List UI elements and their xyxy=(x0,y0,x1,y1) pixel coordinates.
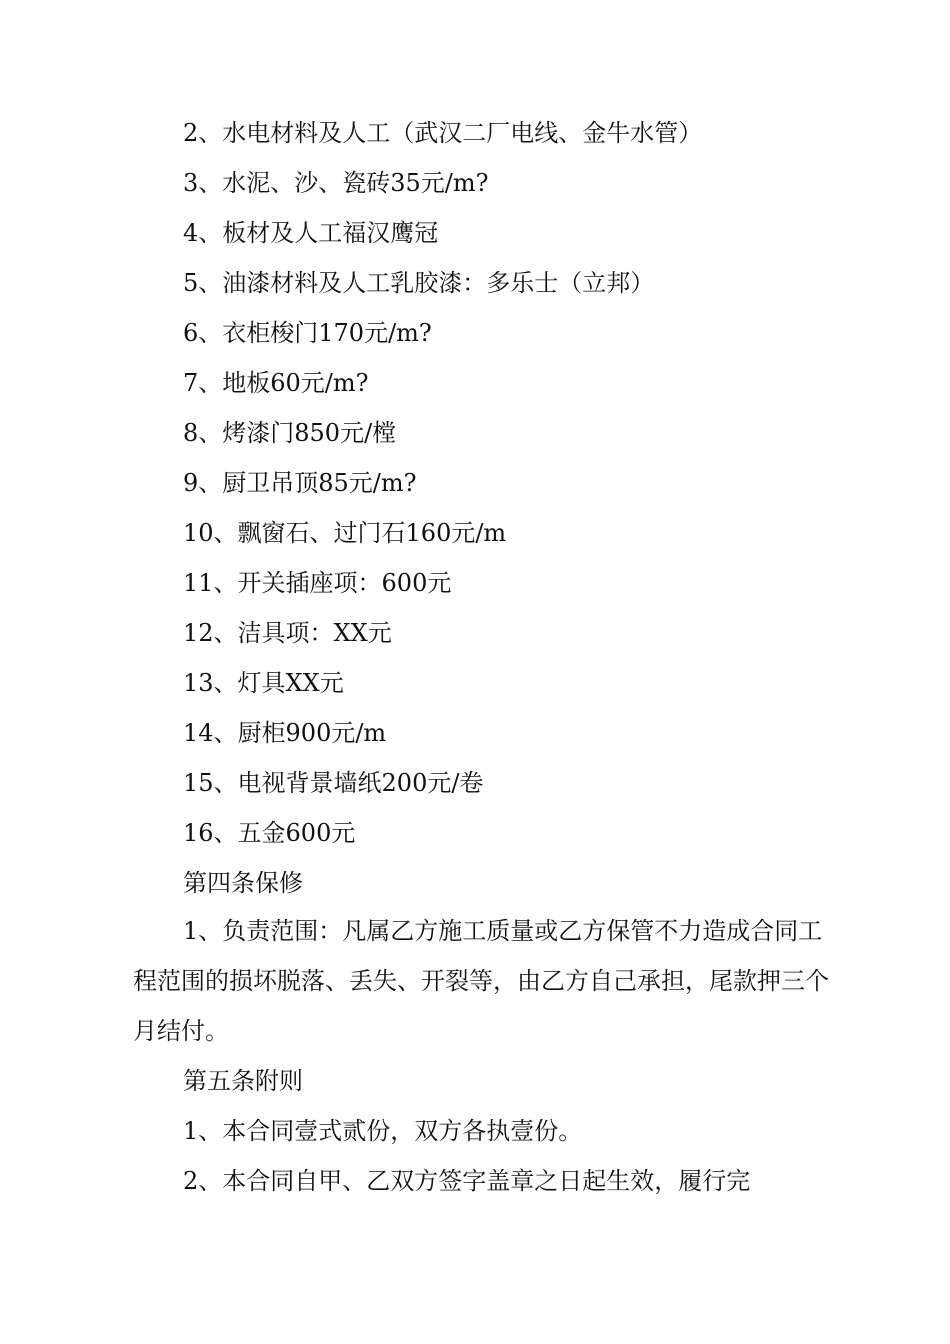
list-item: 13、灯具XX元 xyxy=(183,669,344,697)
list-item: 2、水电材料及人工（武汉二厂电线、金牛水管） xyxy=(183,119,703,147)
list-item: 9、厨卫吊顶85元/m? xyxy=(183,469,417,497)
list-item: 15、电视背景墙纸200元/卷 xyxy=(183,769,484,797)
list-item: 8、烤漆门850元/樘 xyxy=(183,419,397,447)
list-item: 2、本合同自甲、乙双方签字盖章之日起生效，履行完 xyxy=(183,1167,751,1195)
list-item: 5、油漆材料及人工乳胶漆：多乐士（立邦） xyxy=(183,269,655,297)
list-item: 14、厨柜900元/m xyxy=(183,719,387,747)
list-item: 10、飘窗石、过门石160元/m xyxy=(183,519,507,547)
list-item: 3、水泥、沙、瓷砖35元/m? xyxy=(183,169,489,197)
list-item: 4、板材及人工福汉鹰冠 xyxy=(183,219,439,247)
list-item: 16、五金600元 xyxy=(183,819,356,847)
list-item: 11、开关插座项：600元 xyxy=(183,569,452,597)
warranty-paragraph: 1、负责范围：凡属乙方施工质量或乙方保管不力造成合同工程范围的损坏脱落、丢失、开裂等，由乙方自己承担，尾款押三个月结付。 xyxy=(133,917,829,1045)
section-heading-warranty: 第四条保修 xyxy=(183,869,303,897)
list-item: 6、衣柜梭门170元/m? xyxy=(183,319,432,347)
section-heading-appendix: 第五条附则 xyxy=(183,1067,303,1095)
list-item: 12、洁具项：XX元 xyxy=(183,619,392,647)
list-item: 1、本合同壹式贰份，双方各执壹份。 xyxy=(183,1117,583,1145)
list-item: 7、地板60元/m? xyxy=(183,369,369,397)
